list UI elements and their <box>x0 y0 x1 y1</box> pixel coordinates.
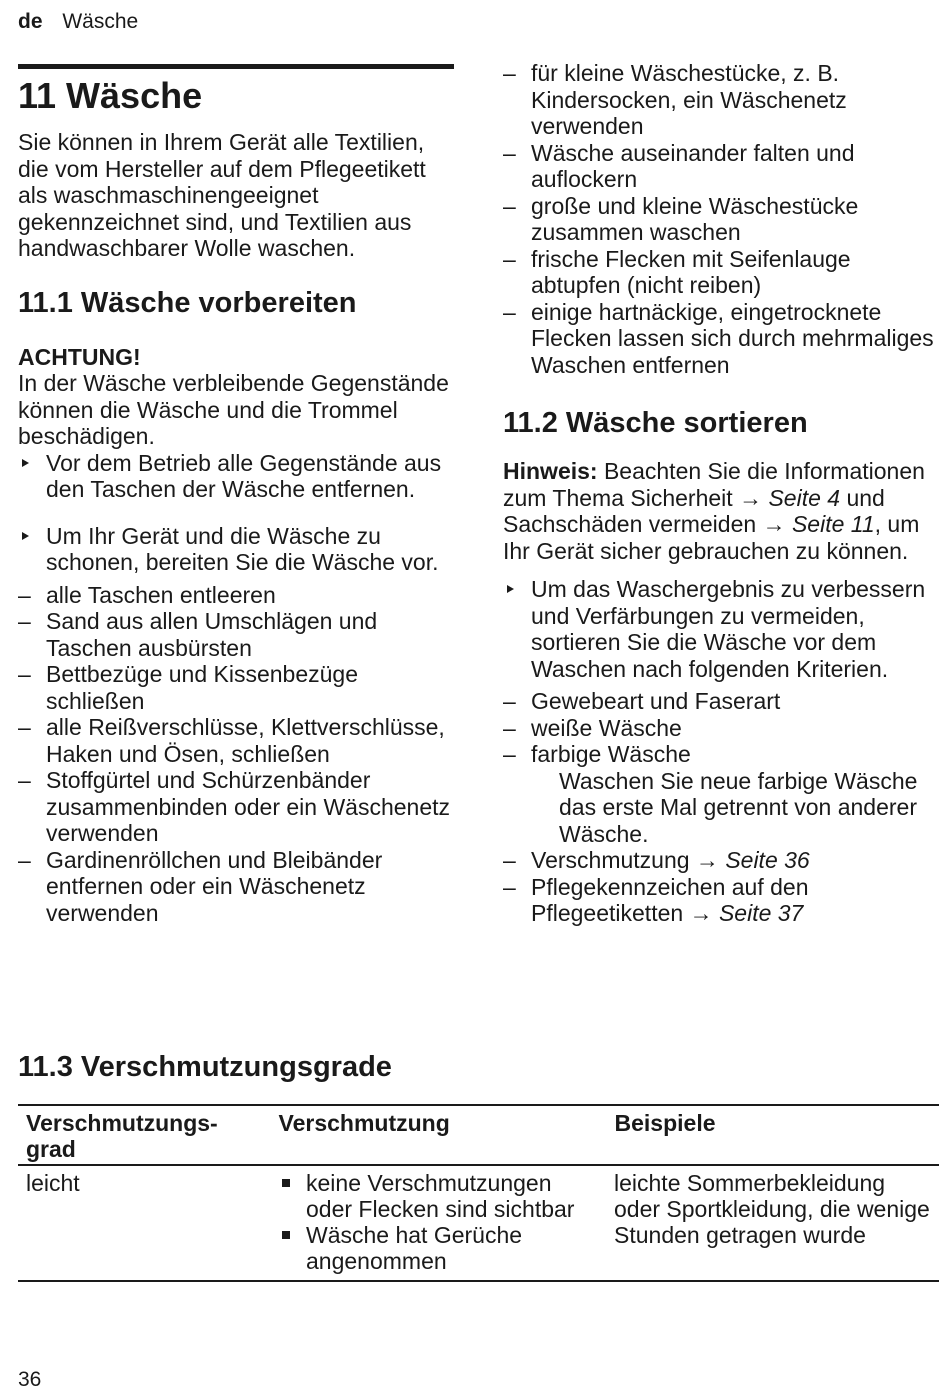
table-row <box>18 1165 939 1281</box>
page-link[interactable]: Seite 37 <box>718 900 804 926</box>
list-item: – frische Flecken mit Seifenlauge abtupfen (nicht reiben) <box>503 246 939 299</box>
list-item: – Wäsche auseinander falten und auflockern <box>503 140 939 193</box>
list-item: – farbige Wäsche Waschen Sie neue farbige Wäsche das erste Mal getrennt von anderer Wäsche. <box>503 741 939 847</box>
page-link[interactable]: Seite 36 <box>725 847 810 873</box>
left-column <box>18 64 454 926</box>
list-item: – einige hartnäckige, eingetrocknete Flecken lassen sich durch mehrmaliges Waschen entfernen <box>503 299 939 379</box>
example-cell: leichte Sommerbekleidung oder Sportkleidung, die wenige Stunden getragen wurde <box>606 1165 939 1281</box>
list-item: – für kleine Wäschestücke, z. B. Kindersocken, ein Wäschenetz verwenden <box>503 60 939 140</box>
list-item: – Pflegekennzeichen auf den Pflegeetiketten → Seite 37 <box>503 874 939 927</box>
list-item: – Gewebeart und Faserart <box>503 688 939 715</box>
column-header: Verschmutzungs-grad <box>18 1105 270 1165</box>
right-column <box>503 60 939 927</box>
grade-cell: leicht <box>18 1165 270 1281</box>
hint-paragraph: Hinweis: Beachten Sie die Informationen zum Thema Sicherheit → Seite 4 und Sachschäden vermeiden → Seite 11, um Ihr Gerät sicher gebrauchen zu können. <box>503 458 925 564</box>
list-item: – weiße Wäsche <box>503 715 939 742</box>
running-header <box>18 10 138 34</box>
list-item: – Bettbezüge und Kissenbezüge schließen <box>18 661 454 714</box>
page-link[interactable]: Seite 11 <box>791 511 875 537</box>
section-11-3-title: 11.3 Verschmutzungsgrade <box>18 1051 392 1083</box>
arrow-icon: → <box>739 484 763 511</box>
list-item: – alle Reißverschlüsse, Klettverschlüsse, Haken und Ösen, schließen <box>18 714 454 767</box>
page-link[interactable]: Seite 4 <box>768 484 841 511</box>
warning-label: ACHTUNG! <box>18 343 141 370</box>
chapter-rule <box>18 64 454 69</box>
column-header: Beispiele <box>606 1105 939 1165</box>
table-header-row <box>18 1105 939 1165</box>
prepare-list-continued <box>503 60 939 378</box>
section-11-1-title: 11.1 Wäsche vorbereiten <box>18 286 357 319</box>
arrow-icon: → <box>689 900 713 926</box>
list-item: keine Verschmutzungen oder Flecken sind sichtbar <box>278 1170 598 1222</box>
list-item: – Verschmutzung → Seite 36 <box>503 847 939 874</box>
colored-laundry-note: Waschen Sie neue farbige Wäsche das erste Mal getrennt von anderer Wäsche. <box>559 767 918 847</box>
section-11-2-title: 11.2 Wäsche sortieren <box>503 407 808 439</box>
arrow-icon: → <box>762 511 786 537</box>
chapter-intro: Sie können in Ihrem Gerät alle Textilien, die vom Hersteller auf dem Pflegeetikett als waschmaschinengeeignet gekennzeichnet sind, und Textilien aus handwaschbarer Wolle waschen. <box>18 129 426 261</box>
sort-criteria-list <box>503 688 939 927</box>
chapter-title: 11 Wäsche <box>18 75 203 116</box>
list-item: – alle Taschen entleeren <box>18 582 454 609</box>
header-section: Wäsche <box>62 10 139 33</box>
list-item: Wäsche hat Gerüche angenommen <box>278 1222 598 1274</box>
prepare-list <box>18 582 454 927</box>
soiling-grades-table <box>18 1104 939 1282</box>
step-sort-laundry: Um das Waschergebnis zu verbessern und Verfärbungen zu vermeiden, sortieren Sie die Wäsche vor dem Waschen nach folgenden Kriterien. <box>503 576 939 682</box>
language-tag: de <box>18 10 43 33</box>
list-item: – Sand aus allen Umschlägen und Taschen ausbürsten <box>18 608 454 661</box>
list-item: – Stoffgürtel und Schürzenbänder zusammenbinden oder ein Wäschenetz verwenden <box>18 767 454 847</box>
step-empty-pockets: Vor dem Betrieb alle Gegenstände aus den Taschen der Wäsche entfernen. <box>18 450 454 503</box>
arrow-icon: → <box>695 847 719 873</box>
list-item: – Gardinenröllchen und Bleibänder entfernen oder ein Wäschenetz verwenden <box>18 847 454 927</box>
step-prepare-laundry: Um Ihr Gerät und die Wäsche zu schonen, bereiten Sie die Wäsche vor. <box>18 523 454 576</box>
list-item: – große und kleine Wäschestücke zusammen waschen <box>503 193 939 246</box>
hint-label: Hinweis: <box>503 458 598 484</box>
warning-text: In der Wäsche verbleibende Gegenstände können die Wäsche und die Trommel beschädigen. <box>18 370 449 449</box>
page-number: 36 <box>18 1368 42 1391</box>
column-header: Verschmutzung <box>270 1105 606 1165</box>
soiling-cell <box>270 1165 606 1281</box>
